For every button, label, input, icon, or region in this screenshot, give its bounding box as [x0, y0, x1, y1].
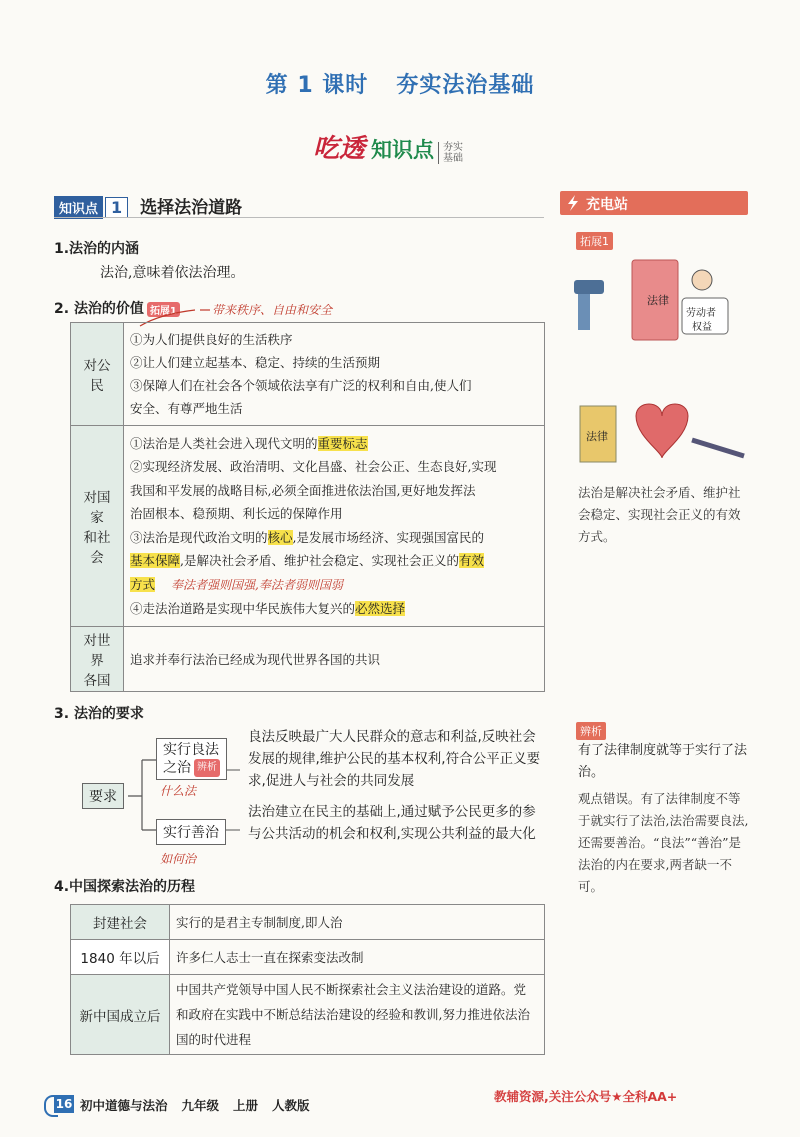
section-brand	[313, 128, 463, 168]
row-label: 对国家 和社会	[71, 426, 124, 627]
value-table	[70, 322, 545, 692]
requirement-root: 要求	[82, 783, 124, 809]
page-title: 第 1 课时 夯实法治基础	[265, 73, 535, 98]
history-table	[70, 904, 545, 1055]
table-row: 封建社会 实行的是君主专制制度,即人治	[71, 905, 545, 940]
table-row	[71, 627, 545, 692]
sidebar-explanation: 法治是解决社会矛盾、维护社会稳定、实现社会正义的有效方式。	[578, 485, 741, 544]
expand-badge: 拓展1	[147, 302, 180, 317]
table-row: 新中国成立后 中国共产党领导中国人民不断探索社会主义法治建设的道路。党和政府在实践中不断总结法治建设的经验和教训,努力推进依法治国的时代进程	[71, 975, 545, 1055]
section-4-heading: 4.中国探索法治的历程	[54, 879, 196, 895]
law-heart-illustration	[576, 396, 750, 478]
good-governance-box: 实行善治	[156, 819, 226, 845]
sidebar-question: 有了法律制度就等于实行了法治。	[578, 743, 748, 780]
sidebar-tag: 拓展1	[576, 232, 613, 250]
divider	[54, 217, 544, 218]
row-content: ①为人们提供良好的生活秩序 ②让人们建立起基本、稳定、持续的生活预期 ③保障人们在社会各个领域依法享有广泛的权利和自由,使人们 安全、有尊严地生活	[124, 323, 545, 426]
brand-part-b: 知识点	[371, 138, 435, 162]
sidebar-header: 充电站	[560, 191, 748, 215]
knowledge-point-header: 知识点 1 选择法治道路	[54, 193, 242, 215]
law-protects-illustration	[574, 250, 750, 362]
table-row: 1840 年以后 许多仁人志士一直在探索变法改制	[71, 940, 545, 975]
note-what-law: 什么法	[160, 784, 197, 798]
good-law-box: 实行良法 之治 辨析	[156, 738, 227, 780]
sidebar-tag: 辨析	[576, 722, 606, 740]
illustration-label: 劳动者	[686, 308, 716, 319]
illustration-label: 权益	[692, 322, 712, 333]
lightning-icon	[566, 195, 580, 211]
footer-promo: 教辅资源,关注公众号★全科AA+	[494, 1089, 678, 1104]
table-row	[71, 426, 545, 627]
row-label: 对公民	[71, 323, 124, 426]
illustration-label: 法律	[647, 294, 669, 307]
section-1-content: 法治,意味着依法治理。	[100, 265, 245, 281]
brand-side: 夯实 基础	[438, 142, 463, 164]
footer-meta: 初中道德与法治 九年级 上册 人教版	[80, 1098, 310, 1113]
row-content: ①法治是人类社会进入现代文明的重要标志 ②实现经济发展、政治清明、文化昌盛、社会公正、生态良好,实现 我国和平发展的战略目标,必须全面推进依法治国,更好地发挥法 治固根本、稳预期、利长远的保障作用 ③法治是现代政治文明的核心,是发展市场经济、实现强国富民的 基本保障,是解决社会矛盾、维护社会稳定、实现社会正义的有效 方式 奉法者强则国强,奉法者弱则国弱 ④走法治道路是实现中华民族伟大复兴的必然选择	[124, 426, 545, 627]
illustration-label: 法律	[586, 430, 608, 443]
sidebar-answer: 观点错误。有了法律制度不等于就实行了法治,法治需要良法,还需要善治。“良法”“善治”是法治的内在要求,两者缺一不可。	[578, 791, 749, 894]
table-row	[71, 323, 545, 426]
brand-part-a: 吃透	[313, 134, 366, 164]
row-label: 对世界 各国	[71, 627, 124, 692]
section-2-heading: 2. 法治的价值 拓展1	[54, 298, 180, 318]
good-governance-text: 法治建立在民主的基础上,通过赋予公民更多的参与公共活动的机会和权利,实现公共利益的最大化	[248, 804, 536, 842]
section-3-heading: 3. 法治的要求	[54, 706, 144, 722]
section-1-heading: 1.法治的内涵	[54, 241, 140, 257]
row-content: 追求并奉行法治已经成为现代世界各国的共识	[124, 627, 545, 692]
page-number: 16	[55, 1097, 73, 1111]
handwritten-note: 带来秩序、自由和安全	[212, 303, 333, 317]
note-how-govern: 如何治	[160, 852, 197, 866]
good-law-text: 良法反映最广大人民群众的意志和利益,反映社会发展的规律,维护公民的基本权利,符合公平正义要求,促进人与社会的共同发展	[248, 729, 541, 789]
